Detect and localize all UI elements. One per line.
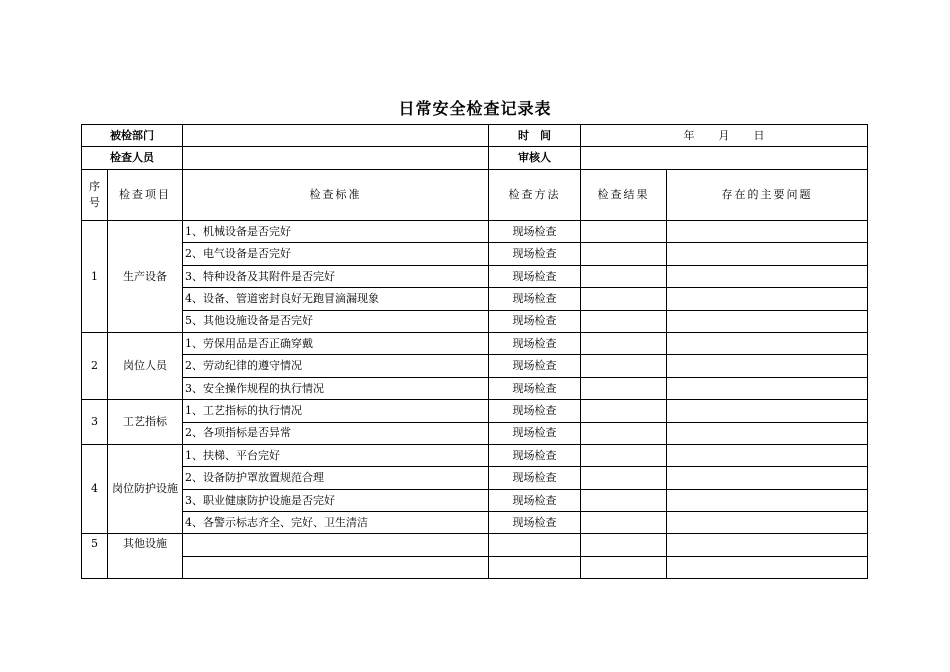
- col-header-issues: 存在的主要问题: [667, 170, 868, 221]
- result-cell[interactable]: [581, 444, 667, 466]
- col-header-method: 检查方法: [489, 170, 581, 221]
- standard-cell: 3、特种设备及其附件是否完好: [183, 265, 489, 287]
- issues-cell[interactable]: [667, 534, 868, 556]
- method-cell: 现场检查: [489, 221, 581, 243]
- method-cell: 现场检查: [489, 288, 581, 310]
- standard-cell: 2、各项指标是否异常: [183, 422, 489, 444]
- result-cell[interactable]: [581, 332, 667, 354]
- result-cell[interactable]: [581, 221, 667, 243]
- col-header-item: 检查项目: [108, 170, 183, 221]
- method-cell: 现场检查: [489, 400, 581, 422]
- group-seq: 2: [82, 332, 108, 399]
- inspector-value[interactable]: [183, 147, 489, 170]
- date-month: 月: [718, 128, 730, 142]
- standard-cell: 1、工艺指标的执行情况: [183, 400, 489, 422]
- date-field[interactable]: [581, 125, 868, 147]
- standard-cell: [183, 534, 489, 556]
- group-item: 工艺指标: [108, 400, 183, 445]
- group-item: 岗位人员: [108, 332, 183, 399]
- result-cell[interactable]: [581, 512, 667, 534]
- table-row: [82, 489, 868, 511]
- issues-cell[interactable]: [667, 355, 868, 377]
- group-item: 其他设施: [108, 534, 183, 579]
- result-cell[interactable]: [581, 288, 667, 310]
- issues-cell[interactable]: [667, 467, 868, 489]
- table-row: [82, 288, 868, 310]
- standard-cell: [183, 556, 489, 578]
- col-header-result: 检查结果: [581, 170, 667, 221]
- table-row: [82, 377, 868, 399]
- result-cell[interactable]: [581, 265, 667, 287]
- group-seq: 4: [82, 444, 108, 534]
- table-row: [82, 556, 868, 578]
- inspection-table: [81, 124, 868, 579]
- method-cell: 现场检查: [489, 332, 581, 354]
- standard-cell: 2、电气设备是否完好: [183, 243, 489, 265]
- group-item: 岗位防护设施: [108, 444, 183, 534]
- issues-cell[interactable]: [667, 444, 868, 466]
- table-row: [82, 512, 868, 534]
- group-seq: 3: [82, 400, 108, 445]
- method-cell: 现场检查: [489, 355, 581, 377]
- dept-label: 被检部门: [82, 125, 183, 147]
- table-row: [82, 265, 868, 287]
- issues-cell[interactable]: [667, 556, 868, 578]
- result-cell[interactable]: [581, 400, 667, 422]
- method-cell: [489, 534, 581, 556]
- standard-cell: 5、其他设施设备是否完好: [183, 310, 489, 332]
- table-row: [82, 444, 868, 466]
- table-row: [82, 221, 868, 243]
- issues-cell[interactable]: [667, 512, 868, 534]
- table-row: [82, 310, 868, 332]
- issues-cell[interactable]: [667, 265, 868, 287]
- result-cell[interactable]: [581, 377, 667, 399]
- result-cell[interactable]: [581, 556, 667, 578]
- table-row: [82, 422, 868, 444]
- standard-cell: 3、安全操作规程的执行情况: [183, 377, 489, 399]
- issues-cell[interactable]: [667, 221, 868, 243]
- method-cell: 现场检查: [489, 377, 581, 399]
- table-row: [82, 355, 868, 377]
- col-header-seq: 序号: [82, 170, 108, 221]
- method-cell: [489, 556, 581, 578]
- date-year: 年: [683, 128, 695, 142]
- standard-cell: 2、设备防护罩放置规范合理: [183, 467, 489, 489]
- standard-cell: 3、职业健康防护设施是否完好: [183, 489, 489, 511]
- reviewer-label: 审核人: [489, 147, 581, 170]
- result-cell[interactable]: [581, 355, 667, 377]
- method-cell: 现场检查: [489, 467, 581, 489]
- issues-cell[interactable]: [667, 422, 868, 444]
- table-row: [82, 534, 868, 556]
- col-header-standard: 检查标准: [183, 170, 489, 221]
- method-cell: 现场检查: [489, 265, 581, 287]
- group-seq: 5: [82, 534, 108, 579]
- group-item: 生产设备: [108, 221, 183, 333]
- form-title: 日常安全检查记录表: [398, 99, 552, 118]
- table-row: [82, 332, 868, 354]
- standard-cell: 1、机械设备是否完好: [183, 221, 489, 243]
- standard-cell: 2、劳动纪律的遵守情况: [183, 355, 489, 377]
- standard-cell: 4、各警示标志齐全、完好、卫生清洁: [183, 512, 489, 534]
- result-cell[interactable]: [581, 489, 667, 511]
- dept-value[interactable]: [183, 125, 489, 147]
- group-seq: 1: [82, 221, 108, 333]
- result-cell[interactable]: [581, 422, 667, 444]
- result-cell[interactable]: [581, 310, 667, 332]
- standard-cell: 1、劳保用品是否正确穿戴: [183, 332, 489, 354]
- table-row: [82, 400, 868, 422]
- result-cell[interactable]: [581, 467, 667, 489]
- time-label: 时 间: [489, 125, 581, 147]
- issues-cell[interactable]: [667, 489, 868, 511]
- method-cell: 现场检查: [489, 489, 581, 511]
- method-cell: 现场检查: [489, 310, 581, 332]
- result-cell[interactable]: [581, 243, 667, 265]
- method-cell: 现场检查: [489, 444, 581, 466]
- inspector-label: 检查人员: [82, 147, 183, 170]
- reviewer-value[interactable]: [581, 147, 868, 170]
- table-row: [82, 467, 868, 489]
- issues-cell[interactable]: [667, 400, 868, 422]
- date-day: 日: [753, 128, 765, 142]
- method-cell: 现场检查: [489, 243, 581, 265]
- method-cell: 现场检查: [489, 422, 581, 444]
- method-cell: 现场检查: [489, 512, 581, 534]
- table-row: [82, 243, 868, 265]
- result-cell[interactable]: [581, 534, 667, 556]
- standard-cell: 4、设备、管道密封良好无跑冒滴漏现象: [183, 288, 489, 310]
- issues-cell[interactable]: [667, 243, 868, 265]
- issues-cell[interactable]: [667, 288, 868, 310]
- issues-cell[interactable]: [667, 332, 868, 354]
- issues-cell[interactable]: [667, 310, 868, 332]
- standard-cell: 1、扶梯、平台完好: [183, 444, 489, 466]
- issues-cell[interactable]: [667, 377, 868, 399]
